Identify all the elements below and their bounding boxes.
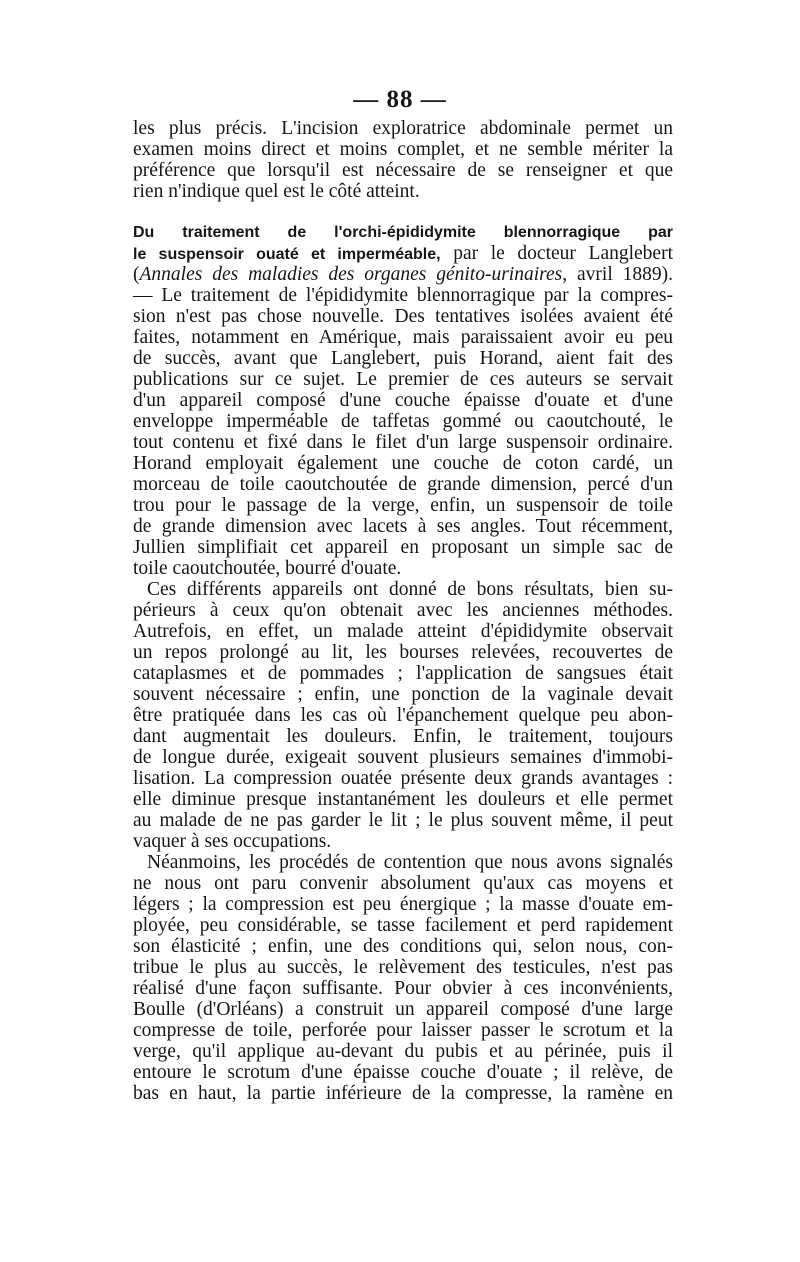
text-line: ne nous ont paru convenir absolument qu'aux cas moyens et — [133, 873, 673, 894]
text-line: être pratiquée dans les cas où l'épanchement quelque peu abon- — [133, 705, 673, 726]
text-line: Jullien simplifiait cet appareil en proposant un simple sac de — [133, 537, 673, 558]
text-line: Horand employait également une couche de coton cardé, un — [133, 453, 673, 474]
source-journal: Annales des maladies des organes génito-urinaires — [139, 264, 563, 285]
text-line: publications sur ce sujet. Le premier de ces auteurs se servait — [133, 369, 673, 390]
section-heading — [133, 222, 673, 285]
text-line: examen moins direct et moins complet, et ne semble mériter la — [133, 139, 673, 160]
source-date: , avril 1889). — [562, 264, 673, 285]
text-line: légers ; la compression est peu énergique ; la masse d'ouate em- — [133, 894, 673, 915]
text-line: verge, qu'il applique au-devant du pubis et au périnée, puis il — [133, 1041, 673, 1062]
text-line: trou pour le passage de la verge, enfin, un suspensoir de toile — [133, 495, 673, 516]
section-source — [133, 264, 673, 285]
paragraph-4 — [133, 852, 673, 1104]
text-line: périeurs à ceux qu'on obtenait avec les anciennes méthodes. — [133, 600, 673, 621]
text-line: ployée, peu considérable, se tasse facilement et perd rapidement — [133, 915, 673, 936]
text-line: toile caoutchoutée, bourré d'ouate. — [133, 558, 402, 579]
text-line: bas en haut, la partie inférieure de la compresse, la ramène en — [133, 1083, 673, 1104]
paragraph-2 — [133, 285, 673, 579]
text-line: préférence que lorsqu'il est nécessaire de se renseigner et que — [133, 160, 673, 181]
section-gap — [133, 202, 673, 222]
text-line: de longue durée, exigeait souvent plusieurs semaines d'immobi- — [133, 747, 673, 768]
text-line: sion n'est pas chose nouvelle. Des tentatives isolées avaient été — [133, 306, 673, 327]
text-line: un repos prolongé au lit, les bourses relevées, recouvertes de — [133, 642, 673, 663]
text-line: vaquer à ses occupations. — [133, 831, 332, 852]
text-line: de grande dimension avec lacets à ses angles. Tout récemment, — [133, 516, 673, 537]
text-line: cataplasmes et de pommades ; l'application de sangsues était — [133, 663, 673, 684]
text-line: réalisé d'une façon suffisante. Pour obvier à ces inconvénients, — [133, 978, 673, 999]
source-open: ( — [133, 264, 140, 285]
text-line: au malade de ne pas garder le lit ; le plus souvent même, il peut — [133, 810, 673, 831]
text-line: de succès, avant que Langlebert, puis Horand, aient fait des — [133, 348, 673, 369]
text-line: Ces différents appareils ont donné de bons résultats, bien su- — [147, 579, 673, 600]
text-line: rien n'indique quel est le côté atteint. — [133, 181, 420, 202]
text-line: morceau de toile caoutchoutée de grande dimension, percé d'un — [133, 474, 673, 495]
text-line: compresse de toile, perforée pour laisser passer le scrotum et la — [133, 1020, 673, 1041]
body-text — [133, 118, 673, 1104]
text-line: dant augmentait les douleurs. Enfin, le traitement, toujours — [133, 726, 673, 747]
text-line: tribue le plus au succès, le relèvement des testicules, n'est pas — [133, 957, 673, 978]
text-line: tout contenu et fixé dans le filet d'un large suspensoir ordinaire. — [133, 432, 673, 453]
paragraph-1 — [133, 118, 673, 202]
text-line: Autrefois, en effet, un malade atteint d'épididymite observait — [133, 621, 673, 642]
page-number: — 88 — — [353, 86, 447, 113]
section-title: Du traitement de l'orchi-épididymite blennorragique par — [133, 224, 673, 241]
text-line: entoure le scrotum d'une épaisse couche d'ouate ; il relève, de — [133, 1062, 673, 1083]
section-title-author-line — [133, 243, 673, 264]
text-line: lisation. La compression ouatée présente deux grands avantages : — [133, 768, 673, 789]
text-line: — Le traitement de l'épididymite blennorragique par la compres- — [133, 285, 673, 306]
text-line: Boulle (d'Orléans) a construit un appareil composé d'une large — [133, 999, 673, 1020]
paragraph-3 — [133, 579, 673, 852]
section-author: par le docteur Langlebert — [440, 243, 673, 264]
text-line: les plus précis. L'incision exploratrice abdominale permet un — [133, 118, 673, 139]
text-line: son élasticité ; enfin, une des conditions qui, selon nous, con- — [133, 936, 673, 957]
text-line: elle diminue presque instantanément les douleurs et elle permet — [133, 789, 673, 810]
section-title-continued: le suspensoir ouaté et imperméable, — [133, 246, 441, 263]
text-line: souvent nécessaire ; enfin, une ponction de la vaginale devait — [133, 684, 673, 705]
text-line: faites, notamment en Amérique, mais paraissaient avoir eu peu — [133, 327, 673, 348]
text-line: enveloppe imperméable de taffetas gommé ou caoutchouté, le — [133, 411, 673, 432]
text-line: d'un appareil composé d'une couche épaisse d'ouate et d'une — [133, 390, 673, 411]
text-line: Néanmoins, les procédés de contention que nous avons signalés — [147, 852, 673, 873]
